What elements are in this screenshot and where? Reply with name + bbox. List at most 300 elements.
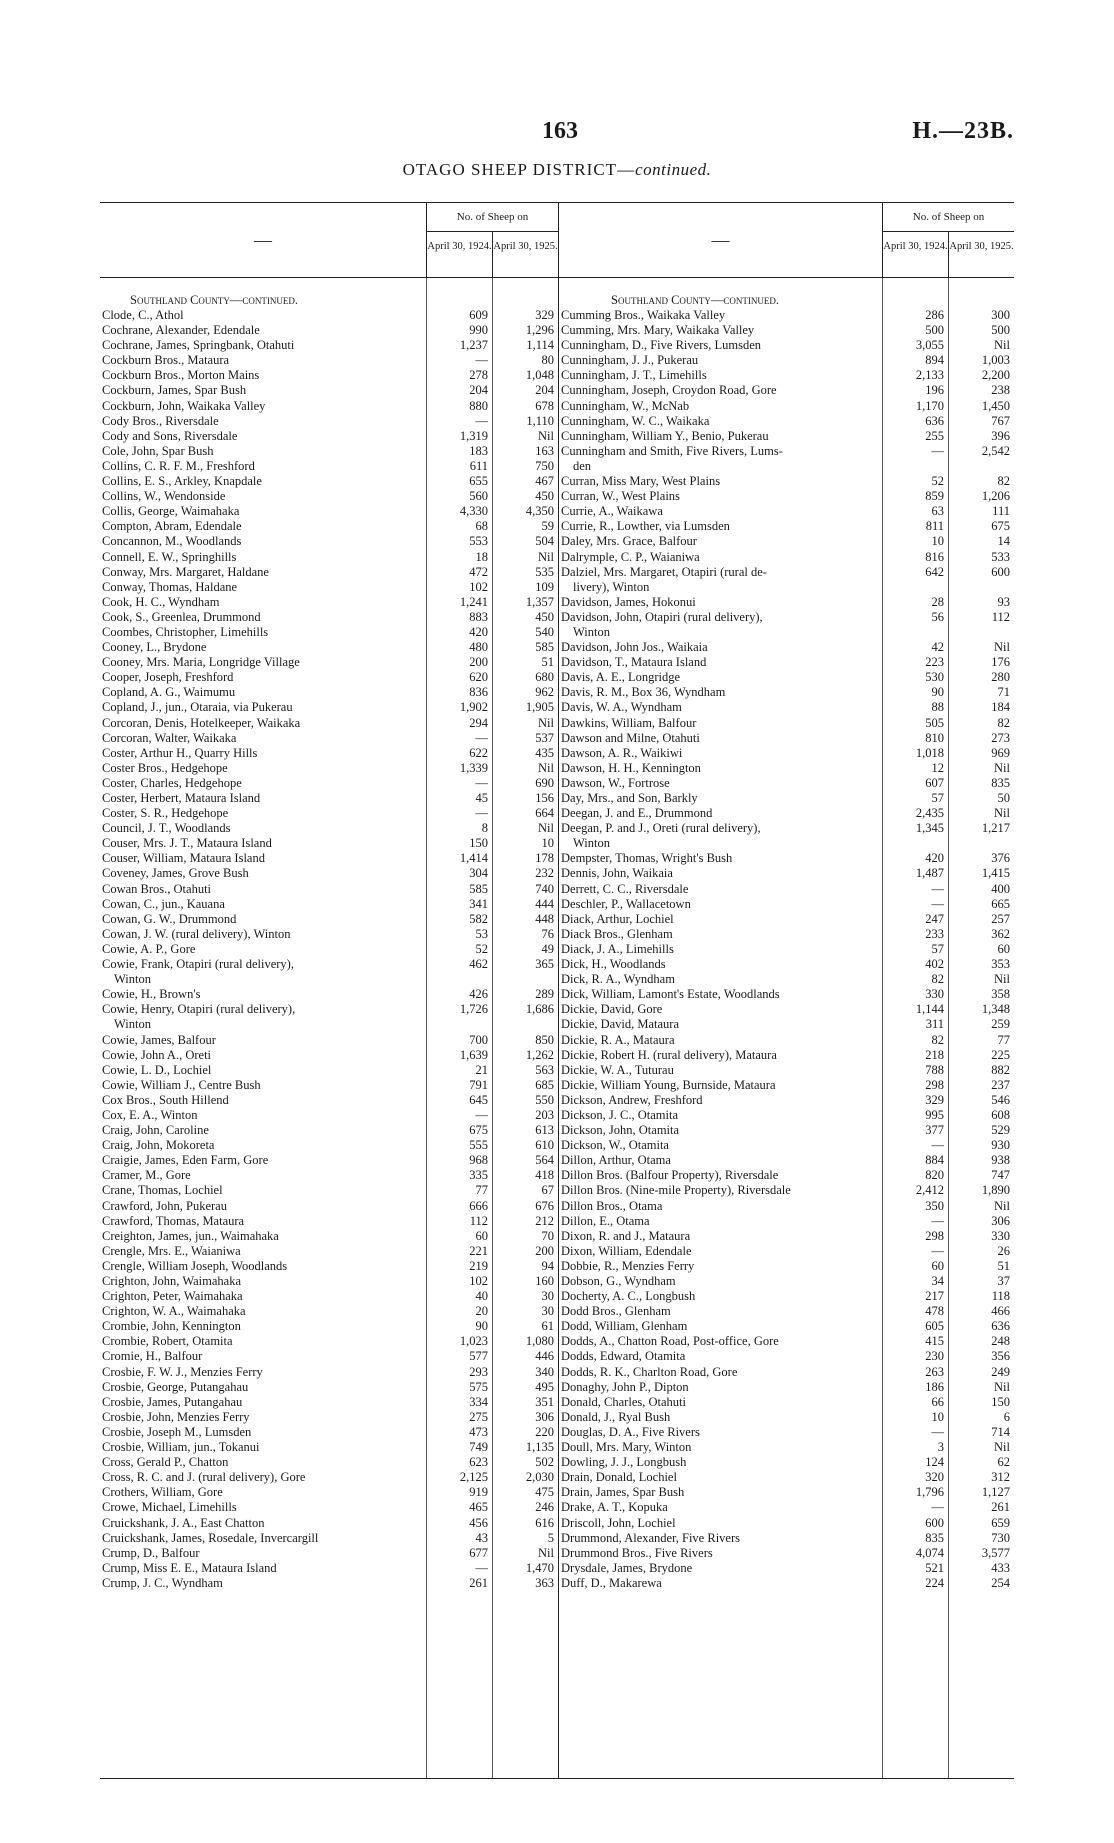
sheep-1925: 200 [535,1243,554,1258]
table-row [559,565,1014,580]
sheep-1924: 820 [925,1168,944,1183]
sheep-1925: 533 [991,549,1010,564]
sheep-1925: 30 [541,1289,554,1304]
sheep-1924: 402 [925,957,944,972]
owner-name: Davis, W. A., Wyndham [561,700,682,715]
sheep-1925: 504 [535,534,554,549]
sheep-1925: 678 [535,398,554,413]
sheep-1924: 700 [469,1032,488,1047]
table-row [100,942,558,957]
sheep-1925: 563 [535,1062,554,1077]
table-row [100,1425,558,1440]
sheep-1925: Nil [994,1440,1010,1455]
table-row [559,1002,1014,1017]
owner-name: Cowie, John A., Oreti [102,1047,212,1062]
owner-name: Duff, D., Makarewa [561,1575,662,1590]
table-row [100,972,558,987]
owner-name: Couser, William, Mataura Island [102,851,265,866]
sheep-1924 [885,459,949,474]
table-row [100,1319,558,1334]
owner-name: Dickson, John, Otamita [561,1123,680,1138]
owner-name: Cruickshank, J. A., East Chatton [102,1515,265,1530]
owner-name: Cunningham and Smith, Five Rivers, Lums- [561,443,783,458]
table-row [100,670,558,685]
table-row [100,565,558,580]
sheep-1925: 26 [997,1243,1010,1258]
sheep-1925: 353 [991,957,1010,972]
sheep-1925: 5 [547,1530,554,1545]
sheep-1924: 1,241 [459,594,488,609]
table-row [100,897,558,912]
owner-name: Docherty, A. C., Longbush [561,1289,696,1304]
table-row [100,1349,558,1364]
sheep-1925: 184 [991,700,1010,715]
owner-name: Cunningham, D., Five Rivers, Lumsden [561,338,761,353]
owner-name: Cowie, L. D., Lochiel [102,1062,212,1077]
owner-name: Curran, W., West Plains [561,489,680,504]
owner-name: Deegan, P. and J., Oreti (rural delivery), [561,821,761,836]
owner-name: Dawson and Milne, Otahuti [561,730,700,745]
owner-name: Cody Bros., Riversdale [102,413,219,428]
table-row [559,987,1014,1002]
table-row [100,534,558,549]
sheep-1924: 186 [925,1379,944,1394]
owner-name: Cruickshank, James, Rosedale, Invercargill [102,1530,319,1545]
sheep-1925: 362 [991,926,1010,941]
sheep-1924: 68 [475,519,488,534]
owner-name: Cross, Gerald P., Chatton [102,1455,229,1470]
sheep-1924: 426 [469,987,488,1002]
owner-name: Creighton, James, jun., Waimahaka [102,1228,279,1243]
owner-name: Coveney, James, Grove Bush [102,866,249,881]
owner-name: Dickie, David, Gore [561,1002,663,1017]
table-row [559,1214,1014,1229]
table-row [100,550,558,565]
owner-column-header: — [559,203,883,277]
table-row [559,1199,1014,1214]
sheep-1925 [950,836,1014,851]
sheep-1925: 358 [991,987,1010,1002]
page-number: 163 [542,118,578,144]
sheep-1925: Nil [994,972,1010,987]
sheep-1925: 600 [991,564,1010,579]
owner-name: Cox, E. A., Winton [102,1107,198,1122]
sheep-1924: 478 [925,1304,944,1319]
sheep-1924: 420 [925,851,944,866]
sheep-1924: 52 [931,474,944,489]
sheep-1924: 607 [925,775,944,790]
sheep-1925: 67 [541,1183,554,1198]
table-row [559,897,1014,912]
owner-name: Coster Bros., Hedgehope [102,760,228,775]
sheep-1924: 472 [469,564,488,579]
sheep-1924: 57 [931,791,944,805]
sheep-1925 [494,972,558,987]
sheep-1924 [885,580,949,595]
table-row [559,1470,1014,1485]
sheep-group-label: No. of Sheep on [427,203,558,232]
owner-name: Davis, A. E., Longridge [561,670,681,685]
paper-reference: H.—23B. [912,118,1014,144]
table-row [559,1138,1014,1153]
sheep-1924: 150 [469,836,488,851]
owner-name: Dalrymple, C. P., Waianiwa [561,549,700,564]
sheep-1924: 883 [469,609,488,624]
sheep-1924: 420 [469,624,488,639]
sheep-1925: 82 [997,715,1010,730]
owner-name: Cunningham, Joseph, Croydon Road, Gore [561,383,777,398]
sheep-1924: 45 [475,791,488,805]
owner-name: Dobbie, R., Menzies Ferry [561,1258,695,1273]
sheep-1924: 645 [469,1092,488,1107]
sheep-1925: 249 [991,1364,1010,1379]
owner-name: Dalziel, Mrs. Margaret, Otapiri (rural de- [561,564,767,579]
owner-name: Davidson, John Jos., Waikaia [561,640,708,655]
page-title [100,160,1014,180]
sheep-1924: — [931,1138,944,1153]
sheep-1924: 1,345 [915,821,944,836]
sheep-1924: 1,796 [915,1485,944,1500]
sheep-1925: 685 [535,1077,554,1092]
sheep-1925: 62 [997,1455,1010,1470]
owner-name: Cowan, J. W. (rural delivery), Winton [102,926,291,941]
owner-name: Winton [573,624,610,639]
sheep-1925: 351 [535,1394,554,1409]
table-row [559,595,1014,610]
table-row [100,761,558,776]
sheep-1925: 306 [991,1213,1010,1228]
sheep-1925: 204 [535,383,554,398]
left-table-header [100,203,558,278]
sheep-1924: 196 [925,383,944,398]
owner-name: Coster, S. R., Hedgehope [102,806,229,821]
owner-name: Dawson, H. H., Kennington [561,760,701,775]
owner-name: Conway, Thomas, Haldane [102,579,238,594]
owner-name: Crawford, Thomas, Mataura [102,1213,245,1228]
owner-name: Crombie, Robert, Otamita [102,1334,233,1349]
sheep-1925: 3,577 [981,1545,1010,1560]
sheep-1925: 1,114 [526,338,554,353]
col-1924-header: April 30, 1924. [883,232,949,277]
sheep-1924: 835 [925,1530,944,1545]
owner-name: Donald, J., Ryal Bush [561,1409,671,1424]
table-row [100,1183,558,1198]
sheep-1925 [494,1017,558,1032]
table-row [100,414,558,429]
owner-name: Crengle, William Joseph, Woodlands [102,1258,288,1273]
sheep-1925: 50 [997,791,1010,805]
table-row [559,1108,1014,1123]
owner-name: Winton [114,1017,151,1032]
sheep-1924: 1,414 [459,851,488,866]
sheep-1924: 43 [475,1530,488,1545]
sheep-1924: 293 [469,1364,488,1379]
sheep-1924: 1,018 [915,745,944,760]
sheep-1924: 102 [469,1274,488,1288]
table-row [559,519,1014,534]
sheep-1924: 2,412 [915,1183,944,1198]
sheep-1924: 8 [481,821,488,836]
owner-name: Deschler, P., Wallacetown [561,896,691,911]
sheep-1924: 577 [469,1349,488,1364]
owner-name: Dickson, Andrew, Freshford [561,1092,703,1107]
owner-name: Crump, J. C., Wyndham [102,1575,223,1590]
sheep-1925: 330 [991,1228,1010,1243]
sheep-1924: 884 [925,1153,944,1168]
owner-name: Drysdale, James, Brydone [561,1560,693,1575]
sheep-1924: 230 [925,1349,944,1364]
table-row [559,1349,1014,1364]
sheep-1925: 740 [535,881,554,896]
table-row [559,972,1014,987]
sheep-1924: 183 [469,443,488,458]
owner-name: Doull, Mrs. Mary, Winton [561,1440,692,1455]
table-row [100,474,558,489]
table-row [559,534,1014,549]
sheep-1924: 620 [469,670,488,685]
table-row [100,640,558,655]
table-row [100,776,558,791]
table-row [559,1410,1014,1425]
sheep-1924: 456 [469,1515,488,1530]
owner-name: Derrett, C. C., Riversdale [561,881,689,896]
table-row [100,866,558,881]
table-row [100,1259,558,1274]
sheep-1924: 56 [931,609,944,624]
sheep-1925: Nil [994,806,1010,821]
sheep-1925: Nil [538,821,554,836]
table-row [100,1244,558,1259]
sheep-1924: 218 [925,1047,944,1062]
table-row [559,444,1014,459]
table-row [100,927,558,942]
sheep-1925: 1,206 [981,489,1010,504]
table-row [100,580,558,595]
year-headers [883,232,1014,277]
table-row [100,1395,558,1410]
sheep-1925: 1,470 [525,1560,554,1575]
sheep-1925: Nil [538,1545,554,1560]
owner-name: Dixon, William, Edendale [561,1243,692,1258]
sheep-1925: 289 [535,987,554,1002]
table-row [100,1516,558,1531]
sheep-1925: 1,450 [981,398,1010,413]
owner-name: Curran, Miss Mary, West Plains [561,474,721,489]
table-row [559,323,1014,338]
sheep-1924: 636 [925,413,944,428]
table-row [100,700,558,715]
sheep-1925: 273 [991,730,1010,745]
sheep-1925 [950,459,1014,474]
sheep-1924: 465 [469,1500,488,1515]
col-1924-header: April 30, 1924. [427,232,493,277]
sheep-1924: 530 [925,670,944,685]
sheep-1925: Nil [994,760,1010,775]
sheep-1925: Nil [538,715,554,730]
owner-name: Cooney, L., Brydone [102,640,207,655]
sheep-1924: 677 [469,1545,488,1560]
sheep-1925: 225 [991,1047,1010,1062]
table-row [559,655,1014,670]
sheep-1924: 816 [925,549,944,564]
owner-name: Cowie, James, Balfour [102,1032,216,1047]
sheep-1925: 1,415 [981,866,1010,881]
table-row [100,685,558,700]
table-row [100,791,558,806]
sheep-1925: 176 [991,655,1010,670]
table-row [100,912,558,927]
table-row [559,791,1014,806]
table-row [559,625,1014,640]
owner-name: Diack, Arthur, Lochiel [561,911,674,926]
sheep-1924: 124 [925,1455,944,1470]
sheep-1924: 4,074 [915,1545,944,1560]
owner-name: Conway, Mrs. Margaret, Haldane [102,564,269,579]
owner-name: Winton [114,972,151,987]
owner-name: Crosbie, John, Menzies Ferry [102,1409,250,1424]
table-row [559,383,1014,398]
table-row [100,595,558,610]
table-row [100,1334,558,1349]
owner-name: Dickie, William Young, Burnside, Mataura [561,1077,776,1092]
sheep-1925: 163 [535,443,554,458]
sheep-1925: 529 [991,1123,1010,1138]
sheep-column-header [427,203,558,277]
sheep-1924: — [931,1213,944,1228]
sheep-1924: — [931,1424,944,1439]
table-row [100,1017,558,1032]
table-row [559,504,1014,519]
table-row [100,459,558,474]
sheep-1925: 365 [535,957,554,972]
owner-name: Copland, A. G., Waimumu [102,685,236,700]
table-row [559,308,1014,323]
table-row [100,821,558,836]
sheep-1924: 2,435 [915,806,944,821]
owner-name: Drummond, Alexander, Five Rivers [561,1530,740,1545]
table-row [559,1380,1014,1395]
sheep-1924: 377 [925,1123,944,1138]
sheep-1925: 418 [535,1168,554,1183]
sheep-1925: 60 [997,941,1010,956]
table-row [559,806,1014,821]
owner-name: Dennis, John, Waikaia [561,866,673,881]
table-row [100,731,558,746]
sheep-1925: 259 [991,1017,1010,1032]
sheep-1925: 306 [535,1409,554,1424]
sheep-1924: 749 [469,1440,488,1455]
table-row [559,927,1014,942]
table-row [100,1546,558,1561]
sheep-1924: 221 [469,1243,488,1258]
sheep-1925: 37 [997,1274,1010,1288]
sheep-1924: 836 [469,685,488,700]
sheep-1924: — [931,1500,944,1515]
table-row [100,806,558,821]
owner-name: Crothers, William, Gore [102,1485,223,1500]
table-row [559,474,1014,489]
sheep-1925: 1,135 [525,1440,554,1455]
sheep-1925: 51 [997,1258,1010,1273]
owner-name: Dodds, A., Chatton Road, Post-office, Gore [561,1334,779,1349]
sheep-1924: 655 [469,474,488,489]
owner-name: Cockburn, John, Waikaka Valley [102,398,266,413]
owner-name: Crighton, Peter, Waimahaka [102,1289,243,1304]
owner-name: Davidson, John, Otapiri (rural delivery), [561,609,763,624]
owner-name: Cowan, C., jun., Kauana [102,896,225,911]
sheep-1924: 894 [925,353,944,368]
owner-name: Coombes, Christopher, Limehills [102,624,269,639]
sheep-1924: 1,339 [459,760,488,775]
sheep-1925: 160 [535,1274,554,1288]
owner-name: Connell, E. W., Springhills [102,549,237,564]
sheep-1925: 1,890 [981,1183,1010,1198]
owner-name: Dickson, J. C., Otamita [561,1107,679,1122]
sheep-1924: 811 [925,519,944,534]
sheep-1925: 340 [535,1364,554,1379]
table-row [100,625,558,640]
table-row [100,323,558,338]
table-row [100,1365,558,1380]
sheep-1925: 400 [991,881,1010,896]
owner-name: Dobson, G., Wyndham [561,1274,676,1288]
table-row [559,1229,1014,1244]
sheep-1925: 610 [535,1138,554,1153]
table-row [559,580,1014,595]
table-row [100,655,558,670]
sheep-1924: 18 [475,549,488,564]
right-table-body [559,278,1014,1591]
sheep-1925: 2,030 [525,1470,554,1485]
sheep-1925: 475 [535,1485,554,1500]
sheep-column-header [883,203,1014,277]
sheep-1925: 835 [991,775,1010,790]
left-column [100,203,559,1778]
table-row [559,459,1014,474]
owner-name: Dawson, W., Fortrose [561,775,670,790]
table-row [559,1319,1014,1334]
owner-name: Crosbie, George, Putangahau [102,1379,249,1394]
owner-name: Currie, R., Lowther, via Lumsden [561,519,730,534]
sheep-1925: 112 [991,609,1010,624]
sheep-1924: — [475,353,488,368]
owner-name: Dodd Bros., Glenham [561,1304,671,1319]
owner-name: Crosbie, William, jun., Tokanui [102,1440,260,1455]
sheep-1924: 82 [931,1032,944,1047]
left-table-body [100,278,558,1591]
owner-name: Cooper, Joseph, Freshford [102,670,234,685]
owner-name: Cook, S., Greenlea, Drummond [102,609,261,624]
sheep-1924: 990 [469,323,488,338]
sheep-1924: 1,902 [459,700,488,715]
owner-name: Corcoran, Walter, Waikaka [102,730,237,745]
sheep-1924: 810 [925,730,944,745]
owner-name: Cross, R. C. and J. (rural delivery), Gore [102,1470,306,1485]
sheep-1924: 2,125 [459,1470,488,1485]
owner-name: Dickie, Robert H. (rural delivery), Mataura [561,1047,777,1062]
owner-name: Driscoll, John, Lochiel [561,1515,676,1530]
owner-name: Collins, W., Wendonside [102,489,226,504]
table-row [559,1063,1014,1078]
sheep-1925: 212 [535,1213,554,1228]
sheep-1924: 505 [925,715,944,730]
sheep-1924: 329 [925,1092,944,1107]
sheep-1924: 255 [925,428,944,443]
sheep-1925: 690 [535,775,554,790]
sheep-1925: 254 [991,1575,1010,1590]
sheep-1924: 1,144 [915,1002,944,1017]
sheep-1925: 444 [535,896,554,911]
